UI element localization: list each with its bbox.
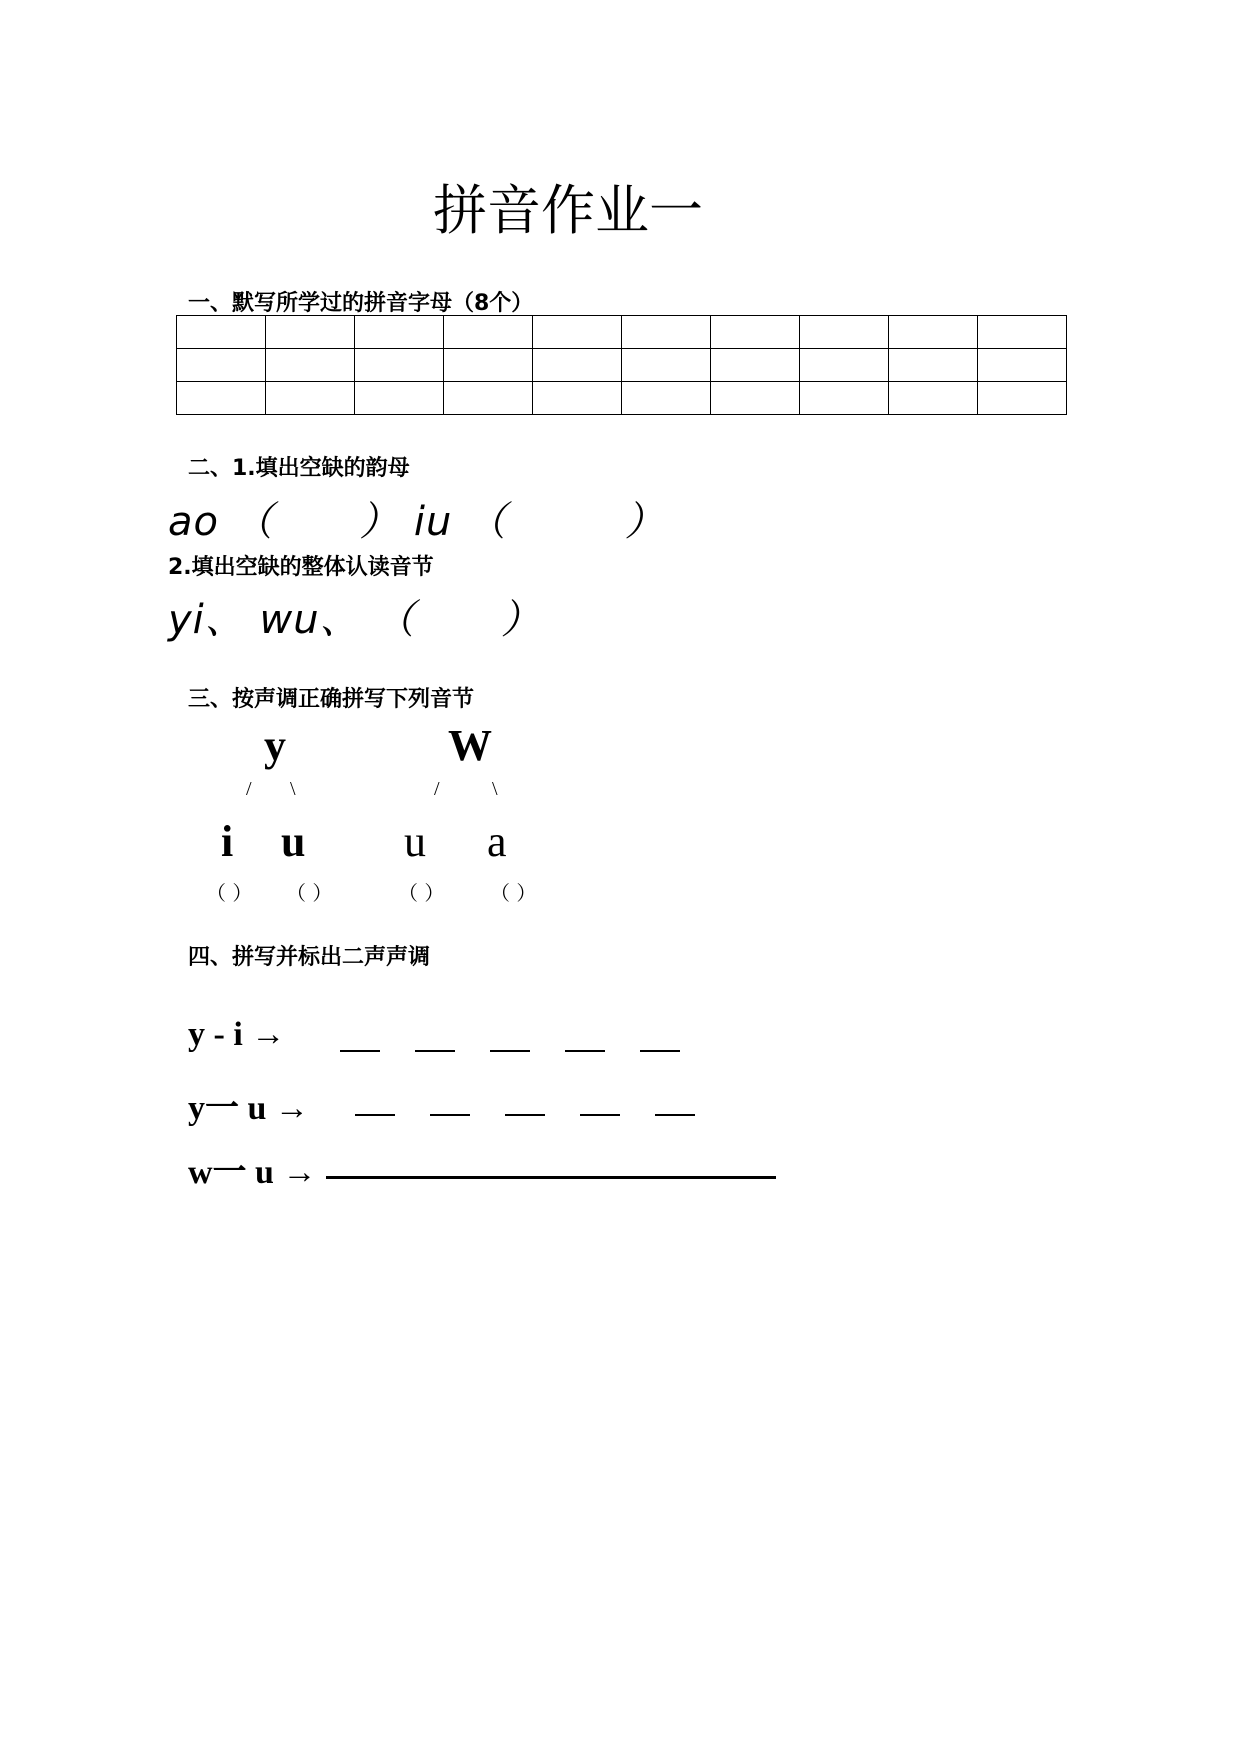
grid-cell[interactable] bbox=[889, 382, 978, 415]
answer-blank[interactable] bbox=[580, 1114, 620, 1116]
tree1-right-u: u bbox=[281, 817, 306, 866]
tree2-answer-left[interactable]: （ ） bbox=[398, 881, 445, 905]
grid-cell[interactable] bbox=[978, 349, 1067, 382]
grid-cell[interactable] bbox=[533, 316, 622, 349]
answer-blank[interactable] bbox=[565, 1050, 605, 1052]
spell-row-wu: w一 u → bbox=[188, 1154, 317, 1191]
section1-heading: 一、默写所学过的拼音字母（8个） bbox=[188, 291, 534, 316]
tree1-left-branch: / bbox=[246, 778, 252, 800]
grid-cell[interactable] bbox=[889, 316, 978, 349]
paren-open: （ bbox=[232, 499, 274, 545]
tree2-answer-right[interactable]: （ ） bbox=[490, 881, 537, 905]
grid-cell[interactable] bbox=[978, 316, 1067, 349]
paren-close: ） bbox=[500, 597, 542, 643]
paren-open: （ bbox=[374, 597, 416, 643]
grid-cell[interactable] bbox=[622, 316, 711, 349]
grid-cell[interactable] bbox=[266, 316, 355, 349]
syllable-yi: yi、 bbox=[168, 597, 246, 643]
page-title: 拼音作业一 bbox=[433, 179, 703, 242]
tree1-answer-left[interactable]: （ ） bbox=[206, 881, 253, 905]
answer-blank[interactable] bbox=[505, 1114, 545, 1116]
vowel-ao: ao bbox=[168, 499, 219, 545]
section2-subheading: 2.填出空缺的整体认读音节 bbox=[168, 555, 434, 580]
answer-line[interactable] bbox=[326, 1176, 776, 1179]
grid-cell[interactable] bbox=[177, 382, 266, 415]
grid-cell[interactable] bbox=[266, 382, 355, 415]
grid-cell[interactable] bbox=[355, 382, 444, 415]
tree1-left-i: i bbox=[221, 817, 234, 866]
grid-cell[interactable] bbox=[444, 316, 533, 349]
grid-cell[interactable] bbox=[711, 316, 800, 349]
grid-cell[interactable] bbox=[444, 349, 533, 382]
paren-open: （ bbox=[466, 499, 508, 545]
tree2-right-a: a bbox=[487, 817, 507, 866]
answer-blank[interactable] bbox=[490, 1050, 530, 1052]
tree2-top-w: W bbox=[448, 721, 492, 770]
tree1-right-branch: \ bbox=[290, 778, 296, 800]
vowel-fill-line bbox=[168, 490, 665, 547]
section4-heading: 四、拼写并标出二声声调 bbox=[188, 945, 431, 970]
grid-row bbox=[177, 382, 1067, 415]
answer-blank[interactable] bbox=[655, 1114, 695, 1116]
answer-blank[interactable] bbox=[415, 1050, 455, 1052]
grid-cell[interactable] bbox=[177, 316, 266, 349]
paren-close: ） bbox=[624, 499, 666, 545]
grid-cell[interactable] bbox=[622, 382, 711, 415]
grid-cell[interactable] bbox=[355, 349, 444, 382]
syllable-fill-line bbox=[168, 588, 542, 645]
section3-heading: 三、按声调正确拼写下列音节 bbox=[188, 687, 475, 712]
tree1-answer-right[interactable]: （ ） bbox=[286, 881, 333, 905]
grid-cell[interactable] bbox=[889, 349, 978, 382]
grid-cell[interactable] bbox=[800, 382, 889, 415]
grid-cell[interactable] bbox=[622, 349, 711, 382]
grid-cell[interactable] bbox=[978, 382, 1067, 415]
grid-cell[interactable] bbox=[177, 349, 266, 382]
answer-blank[interactable] bbox=[430, 1114, 470, 1116]
grid-cell[interactable] bbox=[533, 349, 622, 382]
tree2-right-branch: \ bbox=[492, 778, 498, 800]
tree1-top-y: y bbox=[264, 721, 286, 770]
answer-blank[interactable] bbox=[340, 1050, 380, 1052]
answer-blank[interactable] bbox=[355, 1114, 395, 1116]
grid-cell[interactable] bbox=[711, 382, 800, 415]
syllable-wu: wu、 bbox=[259, 597, 361, 643]
grid-row bbox=[177, 349, 1067, 382]
tree2-left-branch: / bbox=[434, 778, 440, 800]
spell-row-yi: y - i → bbox=[188, 1016, 286, 1053]
grid-cell[interactable] bbox=[266, 349, 355, 382]
tree2-left-u: u bbox=[404, 817, 426, 866]
section2-heading: 二、1.填出空缺的韵母 bbox=[188, 456, 410, 481]
vowel-iu: iu bbox=[413, 499, 453, 545]
spell-row-yu: y一 u → bbox=[188, 1090, 309, 1127]
grid-cell[interactable] bbox=[355, 316, 444, 349]
grid-cell[interactable] bbox=[800, 316, 889, 349]
paren-close: ） bbox=[359, 499, 401, 545]
grid-cell[interactable] bbox=[533, 382, 622, 415]
grid-cell[interactable] bbox=[800, 349, 889, 382]
writing-grid bbox=[176, 315, 1067, 415]
answer-blank[interactable] bbox=[640, 1050, 680, 1052]
grid-row bbox=[177, 316, 1067, 349]
grid-cell[interactable] bbox=[711, 349, 800, 382]
grid-cell[interactable] bbox=[444, 382, 533, 415]
